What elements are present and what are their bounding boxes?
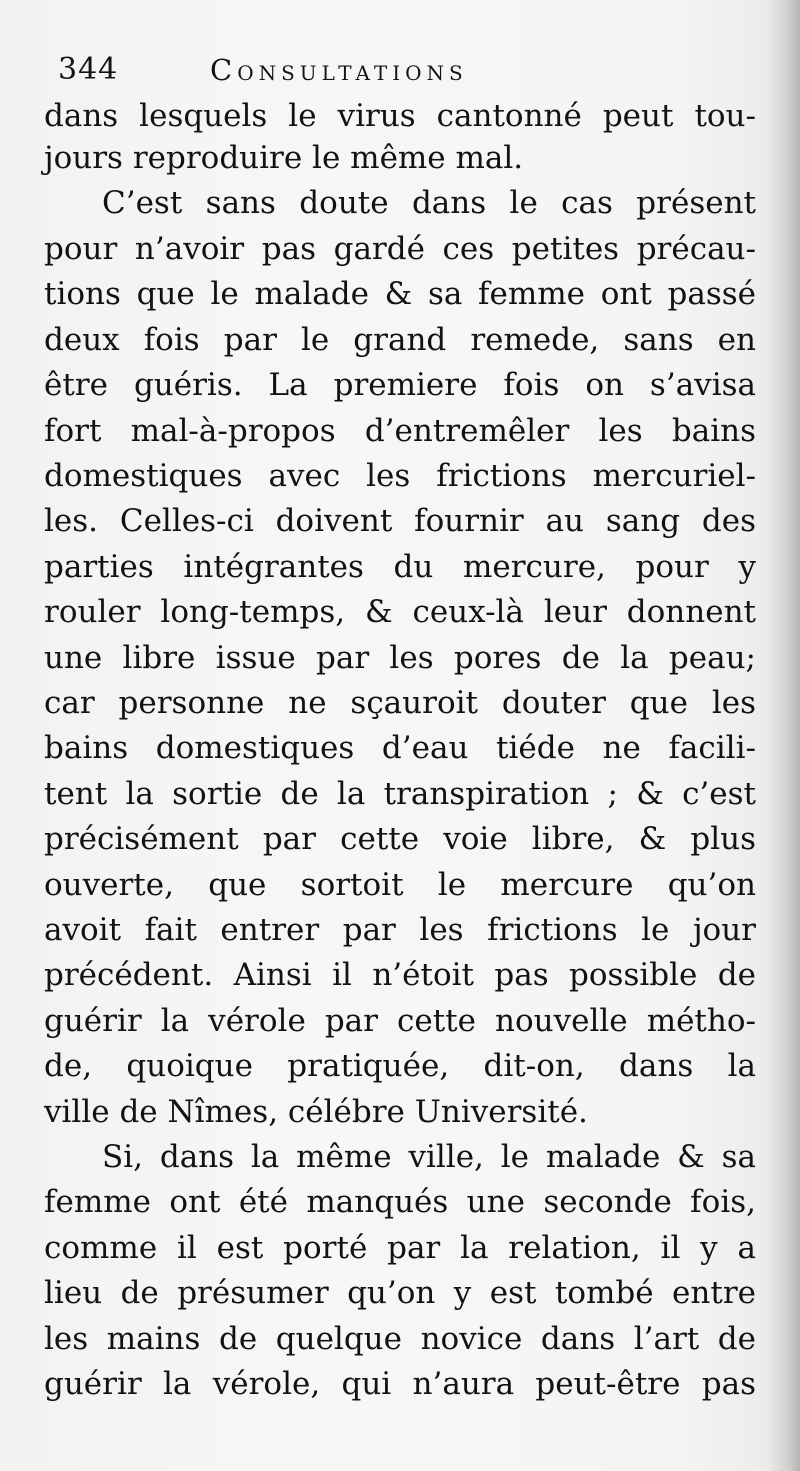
text-line: être guéris. La premiere fois on s’avisa bbox=[44, 367, 756, 403]
text-line: une libre issue par les pores de la peau; bbox=[44, 640, 756, 676]
text-line: dans lesquels le virus cantonné peut tou- bbox=[44, 98, 756, 134]
text-line: tent la sortie de la transpiration ; & c’est bbox=[44, 776, 756, 812]
text-line: guérir la vérole par cette nouvelle métho- bbox=[44, 1003, 756, 1039]
text-line: tions que le malade & sa femme ont passé bbox=[44, 276, 756, 312]
page-number: 344 bbox=[58, 52, 119, 87]
text-line: deux fois par le grand remede, sans en bbox=[44, 322, 756, 358]
body-text bbox=[44, 0, 774, 1471]
text-line: précisément par cette voie libre, & plus bbox=[44, 821, 756, 857]
text-line: ville de Nîmes, célébre Université. bbox=[44, 1094, 588, 1130]
text-line: de, quoique pratiquée, dit-on, dans la bbox=[44, 1048, 756, 1084]
text-line: domestiques avec les frictions mercuriel- bbox=[44, 458, 756, 494]
text-line: guérir la vérole, qui n’aura peut-être pas bbox=[44, 1366, 756, 1402]
text-line: pour n’avoir pas gardé ces petites précau- bbox=[44, 231, 756, 267]
show-through-bleed bbox=[560, 1418, 760, 1458]
text-line: bains domestiques d’eau tiéde ne facili- bbox=[44, 730, 756, 766]
text-line: comme il est porté par la relation, il y a bbox=[44, 1230, 756, 1266]
text-line: parties intégrantes du mercure, pour y bbox=[44, 549, 756, 585]
text-line: femme ont été manqués une seconde fois, bbox=[44, 1184, 756, 1220]
text-line: jours reproduire le même mal. bbox=[44, 140, 524, 176]
text-line: fort mal-à-propos d’entremêler les bains bbox=[44, 413, 756, 449]
text-line: lieu de présumer qu’on y est tombé entre bbox=[44, 1275, 756, 1311]
text-line: précédent. Ainsi il n’étoit pas possible de bbox=[44, 957, 756, 993]
text-line: rouler long-temps, & ceux-là leur donnent bbox=[44, 594, 756, 630]
paragraph-start-line: C’est sans doute dans le cas présent bbox=[102, 185, 756, 221]
text-line: ouverte, que sortoit le mercure qu’on bbox=[44, 867, 756, 903]
text-line: les. Celles-ci doivent fournir au sang des bbox=[44, 503, 756, 539]
paragraph-start-line: Si, dans la même ville, le malade & sa bbox=[102, 1139, 756, 1175]
text-line: les mains de quelque novice dans l’art de bbox=[44, 1321, 756, 1357]
text-line: car personne ne sçauroit douter que les bbox=[44, 685, 756, 721]
running-title: Consultations bbox=[210, 53, 468, 87]
text-line: avoit fait entrer par les frictions le jour bbox=[44, 912, 756, 948]
